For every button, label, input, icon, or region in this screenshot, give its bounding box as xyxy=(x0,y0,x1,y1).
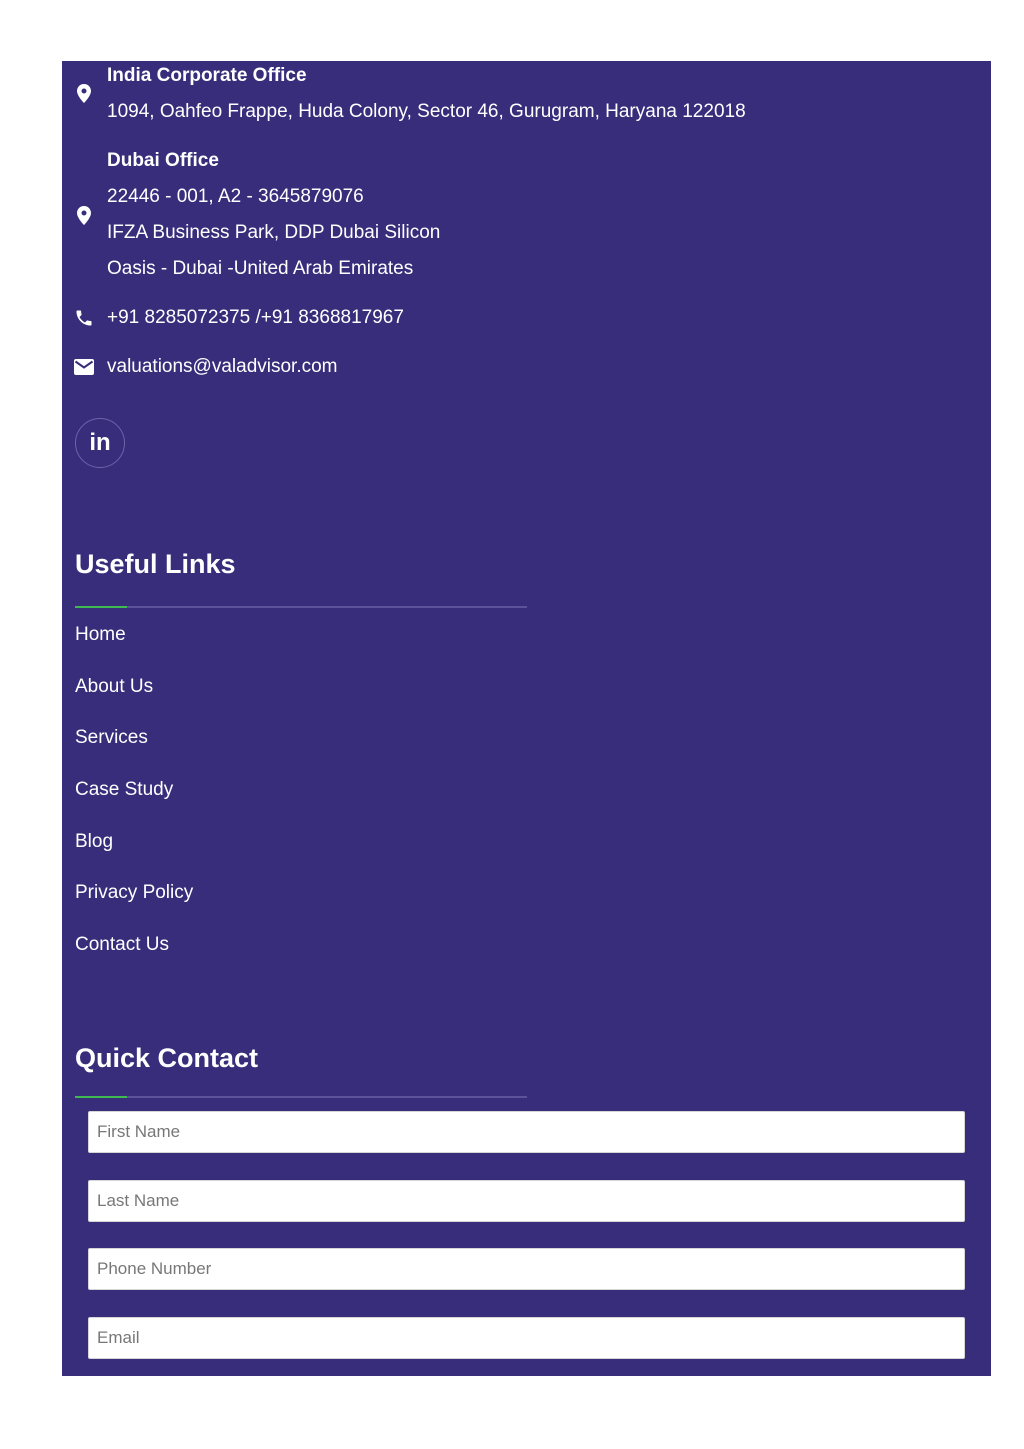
useful-links-divider xyxy=(75,606,527,608)
last-name-input[interactable] xyxy=(88,1180,965,1222)
footer-panel xyxy=(62,61,991,1376)
link-services[interactable]: Services xyxy=(75,727,148,748)
link-blog[interactable]: Blog xyxy=(75,831,114,852)
india-office-address: 1094, Oahfeo Frappe, Huda Colony, Sector 46, Gurugram, Haryana 122018 xyxy=(107,101,746,122)
quick-contact-heading: Quick Contact xyxy=(75,1043,259,1073)
dubai-office-line1: 22446 - 001, A2 - 3645879076 xyxy=(107,186,364,207)
quick-contact-divider xyxy=(75,1096,527,1098)
useful-links-heading: Useful Links xyxy=(75,549,236,579)
dubai-office-line3: Oasis - Dubai -United Arab Emirates xyxy=(107,258,414,279)
email-input[interactable] xyxy=(88,1317,965,1359)
link-about-us[interactable]: About Us xyxy=(75,676,154,697)
phone-number-input[interactable] xyxy=(88,1248,965,1290)
mail-icon xyxy=(74,357,94,377)
phone-icon xyxy=(74,308,94,328)
link-privacy-policy[interactable]: Privacy Policy xyxy=(75,882,194,903)
map-pin-icon xyxy=(74,205,94,225)
linkedin-button[interactable] xyxy=(75,418,125,468)
map-pin-icon xyxy=(74,83,94,103)
india-office-title: India Corporate Office xyxy=(107,65,307,86)
first-name-input[interactable] xyxy=(88,1111,965,1153)
linkedin-icon: in xyxy=(89,429,111,456)
link-home[interactable]: Home xyxy=(75,624,126,645)
link-contact-us[interactable]: Contact Us xyxy=(75,934,169,955)
link-case-study[interactable]: Case Study xyxy=(75,779,174,800)
email-address[interactable]: valuations@valadvisor.com xyxy=(107,356,338,377)
phone-numbers[interactable]: +91 8285072375 /+91 8368817967 xyxy=(107,307,404,328)
dubai-office-line2: IFZA Business Park, DDP Dubai Silicon xyxy=(107,222,441,243)
dubai-office-title: Dubai Office xyxy=(107,150,219,171)
